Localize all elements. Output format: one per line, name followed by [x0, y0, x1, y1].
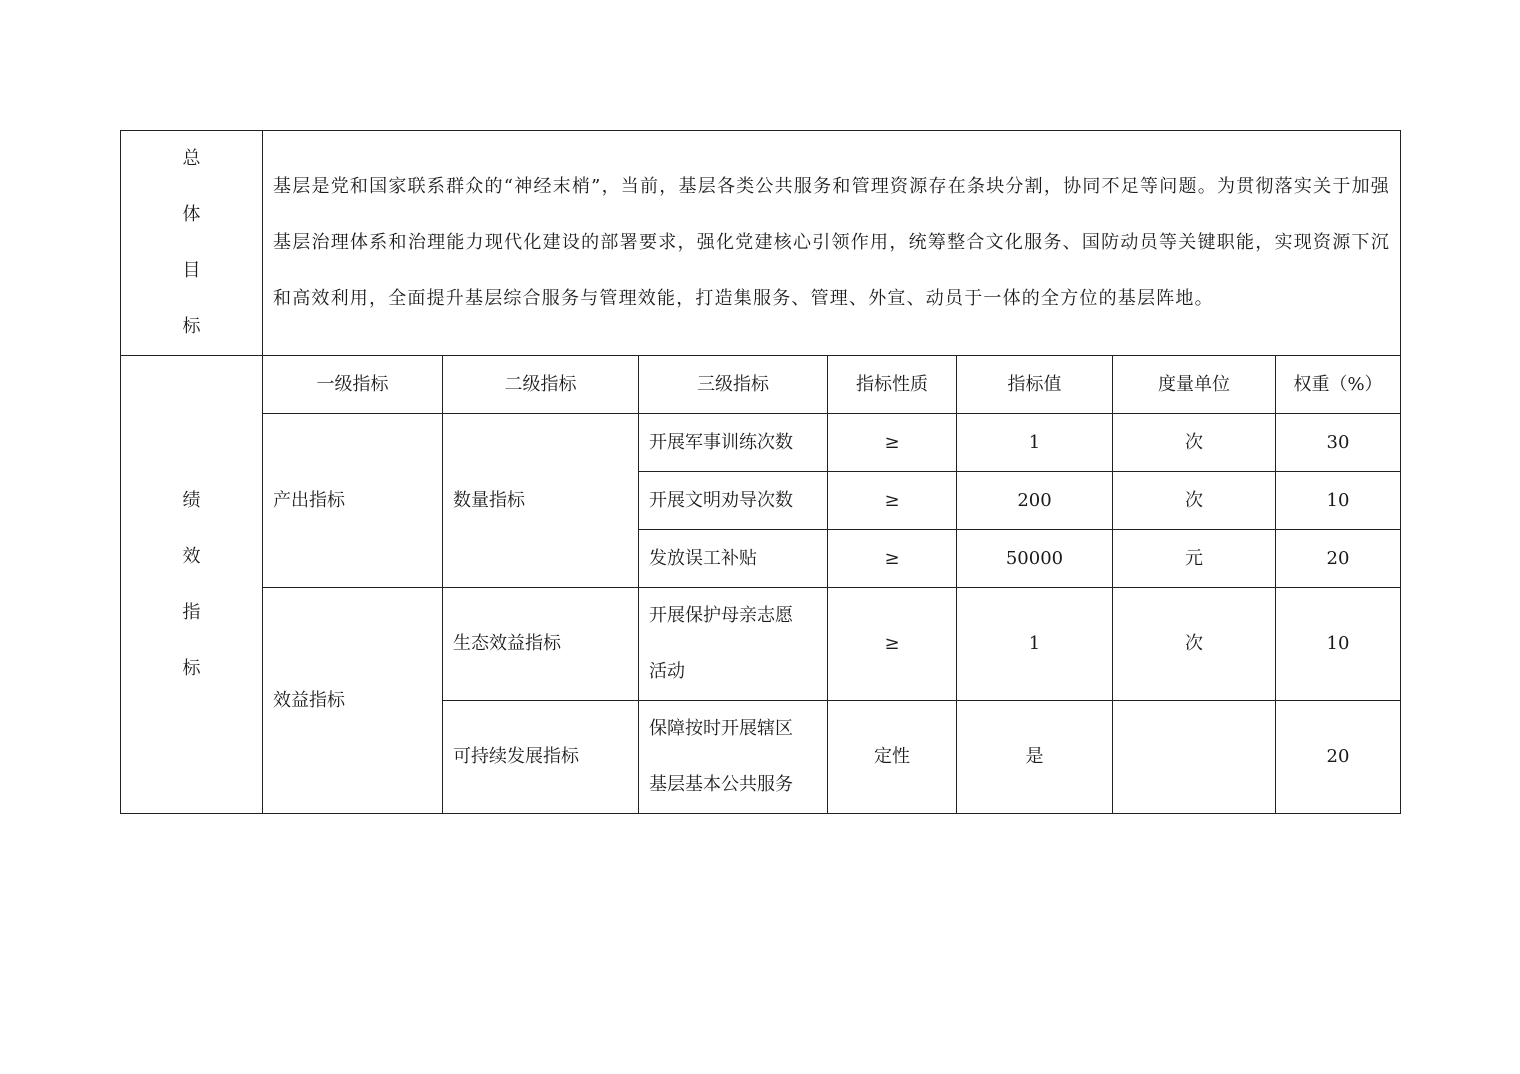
level3-line: 保障按时开展辖区 — [649, 718, 793, 739]
weight-cell: 30 — [1276, 414, 1401, 472]
weight-cell: 10 — [1276, 472, 1401, 530]
level2-eco: 生态效益指标 — [443, 588, 639, 701]
level3-cell — [639, 701, 828, 814]
header-level2: 二级指标 — [443, 356, 639, 414]
header-level3: 三级指标 — [639, 356, 828, 414]
level2-quantity: 数量指标 — [443, 414, 639, 588]
level2-sustain: 可持续发展指标 — [443, 701, 639, 814]
level3-cell: 开展军事训练次数 — [639, 414, 828, 472]
header-unit: 度量单位 — [1113, 356, 1276, 414]
performance-label — [121, 356, 263, 814]
goal-label — [121, 131, 263, 356]
unit-cell: 次 — [1113, 472, 1276, 530]
weight-cell: 20 — [1276, 530, 1401, 588]
nature-cell: 定性 — [828, 701, 957, 814]
goal-text: 基层是党和国家联系群众的“神经末梢”，当前，基层各类公共服务和管理资源存在条块分割，协同不足等问题。为贯彻落实关于加强基层治理体系和治理能力现代化建设的部署要求，强化党建核心引领作用，统筹整合文化服务、国防动员等关键职能，实现资源下沉和高效利用，全面提升基层综合服务与管理效能，打造集服务、管理、外宣、动员于一体的全方位的基层阵地。 — [263, 131, 1401, 356]
value-cell: 1 — [957, 414, 1113, 472]
performance-label-char: 绩 — [182, 489, 201, 511]
table-row — [121, 414, 1401, 472]
value-cell: 是 — [957, 701, 1113, 814]
goal-label-char: 总 — [182, 148, 201, 169]
value-cell: 1 — [957, 588, 1113, 701]
performance-goal-table — [120, 130, 1401, 814]
goal-label-char: 体 — [182, 204, 201, 225]
weight-cell: 20 — [1276, 701, 1401, 814]
performance-label-char: 指 — [182, 601, 201, 623]
unit-cell: 次 — [1113, 588, 1276, 701]
goal-label-char: 目 — [182, 260, 201, 281]
level3-line: 开展保护母亲志愿 — [649, 605, 793, 626]
header-nature: 指标性质 — [828, 356, 957, 414]
header-level1: 一级指标 — [263, 356, 443, 414]
table-row — [121, 588, 1401, 701]
goal-label-char: 标 — [182, 316, 201, 337]
unit-cell — [1113, 701, 1276, 814]
weight-cell: 10 — [1276, 588, 1401, 701]
level3-cell: 发放误工补贴 — [639, 530, 828, 588]
level3-cell: 开展文明劝导次数 — [639, 472, 828, 530]
header-weight: 权重（%） — [1276, 356, 1401, 414]
header-value: 指标值 — [957, 356, 1113, 414]
value-cell: 200 — [957, 472, 1113, 530]
performance-label-char: 标 — [182, 657, 201, 679]
nature-cell: ≥ — [828, 530, 957, 588]
unit-cell: 次 — [1113, 414, 1276, 472]
level3-cell — [639, 588, 828, 701]
nature-cell: ≥ — [828, 472, 957, 530]
nature-cell: ≥ — [828, 414, 957, 472]
level1-benefit: 效益指标 — [263, 588, 443, 814]
value-cell: 50000 — [957, 530, 1113, 588]
unit-cell: 元 — [1113, 530, 1276, 588]
level1-output: 产出指标 — [263, 414, 443, 588]
header-row — [121, 356, 1401, 414]
level3-line: 活动 — [649, 661, 685, 682]
performance-label-char: 效 — [182, 545, 201, 567]
goal-row — [121, 131, 1401, 356]
nature-cell: ≥ — [828, 588, 957, 701]
level3-line: 基层基本公共服务 — [649, 774, 793, 795]
